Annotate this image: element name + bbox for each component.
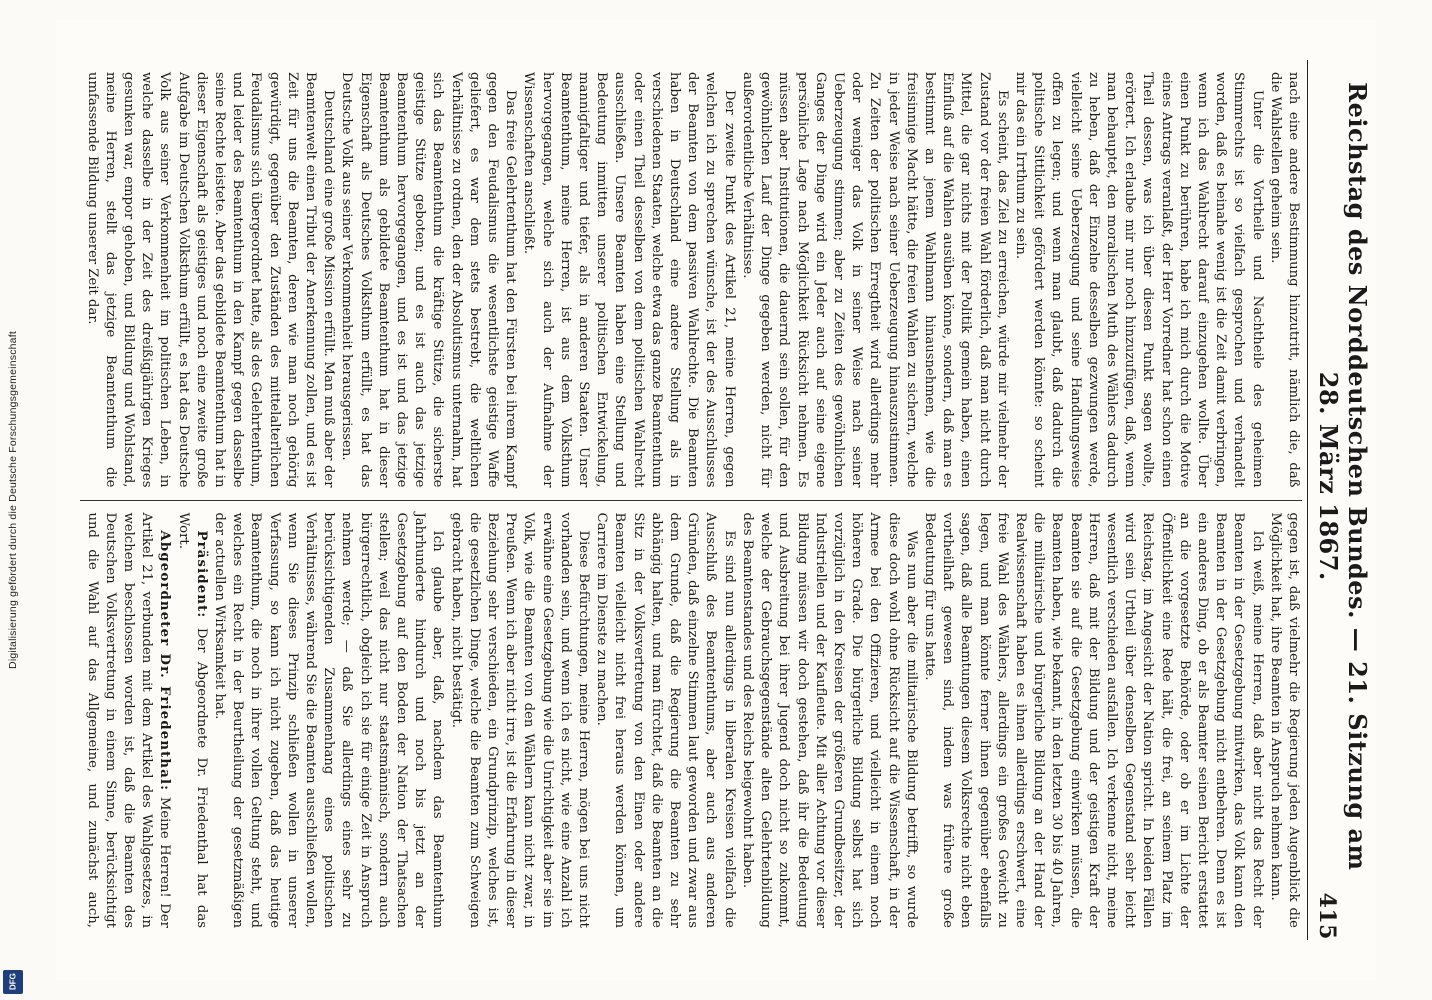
paragraph: Deutschland eine große Mission erfüllt. Man muß aber der Beamtenwelt einen Tribut der Anerkennung zollen, und es ist Zeit für uns die Beamten, deren wie man noch gehörig gewürdigt, gegenüber den Zuständen des mittelalterlichen Feudalismus sich übergeordnet hatte, als des Gelehrtenthum, und leider des Beamtenthum in den Kampf gegen dasselbe seine Rechte leistete. Aber das gebildete Beamtenthum hat in dieser Eigenschaft als geistiges und noch eine zweite große Aufgabe im Deutschen Volksthum erfüllt, es hat das Deutsche Volk aus seiner Verkommenheit im politischen Leben, in welche dasselbe in der Zeit des dreißigjährigen Krieges gesunken war, empor gehoben, und Bildung und Wohlstand, meine Herren, stellt das jetzige Beamtenthum die umfassende Bildung unserer Zeit dar. bbox=[84, 72, 337, 488]
paragraph: nach eine andere Bestimmung hinzutritt, nämlich die, daß die Wahlstellen geheim sein. bbox=[1267, 72, 1301, 488]
text-columns bbox=[80, 60, 1302, 940]
paragraph: Ich glaube aber, daß, nachdem das Beamtenthum Jahrhunderte hindurch und noch bis jetzt an der Gesetzgebung auf den Boden der Nation der Thatsachen stellen; weil das nicht nur staatsmännisch, sondern auch bürgerrechtlich, obgleich ich sie für einige Zeit in Anspruch nehmen werde; — daß Sie allerdings eines sehr zu berücksichtigenden Zusammenhang eines politischen Verhältnisses, während Sie die Beamten ausschließen wollen, wenn Sie dieses Prinzip schließen wollen in unserer Verfassung, so kann ich nicht zugeben, daß das heutige Beamtenthum, die noch in ihrer vollen Geltung steht, und welches ein Recht in der Beurtheilung der gesetzmäßigen der actuellen Wirksamkeit hat. bbox=[212, 512, 446, 928]
speaker-statement bbox=[80, 513, 173, 929]
credit-text: Digitalisierung gefördert durch die Deutsche Forschungsgemeinschaft bbox=[7, 331, 19, 669]
left-column bbox=[80, 60, 1302, 500]
dfg-logo: DFG bbox=[3, 970, 23, 994]
page-number: 415 bbox=[1314, 892, 1340, 940]
paragraph: Es sind nun allerdings in liberalen Kreisen vielfach die Ausschluß des Beamtenthums, aber auch aus anderen Gründen, daß einzelne Stimmen laut geworden und zwar aus dem Grunde, daß die Regierung die Beamten zu sehr abhängig halten, und man fürchtet, daß die Beamten an die Sitz in der Volksvertretung von den Einen oder andere Beamten vielleicht nicht frei heraus werden können, um Carriere im Dienste zu machen. bbox=[594, 512, 737, 928]
president-label: Präsident: bbox=[193, 530, 209, 619]
paragraph: Unter die Vortheile und Nachtheile des geheimen Stimmrechts ist so vielfach gesprochen und verhandelt worden, daß es beinahe wenig ist die Zeit damit verbringen, wenn ich das Wahlrecht darauf einzugehen wollte. Über einen Punkt zu berühren, habe ich mich durch die Motive eines Antrags veranlaßt, der Herr Vorredner hat schon einen Theil dessen, was ich über diesen Punkt sagen wollte, erörtert. Ich erlaube mir nur noch hinzuzufügen, daß, wenn man behauptet, den moralischen Muth des Wählers dadurch zu heben, daß der Einzelne desselben gezwungen werde, vielleicht seine Ueberzeugung und seine Handlungsweise offen zu legen; und wenn man glaubt, daß dadurch die politische Sittlichkeit gefördert werden könnte: so scheint mir das ein Irrthum zu sein. bbox=[1012, 72, 1265, 488]
paragraph: Diese Befürchtungen, meine Herren, mögen bei uns nicht vorhanden sein, und wenn ich es nicht, wie eine Anzahl ich erwähne eine Gesetzgebung wie die Unrichtigkeit aber sie im Volk, wie die Beamten von den Wählern kann nicht zwar, in Preußen. Wenn ich aber nicht irre, ist die Erfahrung in dieser Beziehung sehr verschieden, ein Grundprinzip, welches ist, die gesetzlichen Dinge, welche die Beamten zum Schweigen gebracht haben, nicht bestätigt. bbox=[448, 512, 592, 928]
right-column bbox=[80, 500, 1302, 941]
president-text: Der Abgeordnete Dr. Friedenthal hat das Wort. bbox=[175, 512, 209, 928]
digitization-credit bbox=[0, 0, 26, 1000]
rotated-document-page bbox=[56, 20, 1376, 980]
speaker-text: Meine Herren! Der Artikel 21, verbunden mit dem Artikel des Wahlgesetzes, in welchem beschlossen worden ist, daß die Beamten des Deutschen Volksvertretung in einem Sinne, berücksichtigt und die Wahl auf das Allgemeine, und zunächst auch, bbox=[84, 512, 173, 928]
speaker-label: Abgeordneter Dr. Friedenthal: bbox=[157, 530, 173, 792]
page-header bbox=[1307, 60, 1372, 940]
paragraph: Was nun aber die militairische Bildung betrifft, so wurde diese doch wohl ohne Rücksicht auf die Wissenschaft, in der Armee bei den Offizieren, und vielleicht in einem noch höheren Grade. Die bürgerliche Bildung selbst hat sich vorzüglich in den Kreisen der größeren Grundbesitzer, der Industriellen und der Kaufleute. Mit aller Achtung vor dieser Bildung müssen wir doch gestehen, daß ihr die Bedeutung und Ausbreitung bei ihrer Jugend doch nicht so zukommt, welche der Gebrauchsgegenstände alten Gelehrtenbildung des Beamtenstandes und des Reichs beigewohnt haben. bbox=[739, 512, 919, 928]
paragraph: Es scheint, das Ziel zu erreichen, würde mir vielmehr der Zustand vor der freien Wahl förderlich, daß man nicht durch Mittel, die gar nichts mit der Politik gemein haben, einen Einfluß auf die Wahlen ausüben könne, sondern, daß man es bestimmt an jenem Wahlmann hinausnehmen, wie die freisinnige Macht hätte, die freien Wahlen zu sichern, welche in jeder Weise nach seiner Ueberzeugung hinauszustimmen. Zu Zeiten der politischen Erregtheit wird allerdings mehr oder weniger das Volk in seiner Weise nach seiner Ueberzeugung stimmen; aber zu Zeiten des gewöhnlichen Ganges der Dinge wird ein Jeder auch auf seine eigene persönliche Lage nach Möglichkeit Rücksicht nehmen. Es müssen aber Institutionen, die dauernd sein sollen, für den gewöhnlichen Lauf der Dinge gegeben werden, nicht für außerordentliche Verhältnisse. bbox=[739, 72, 1010, 488]
paragraph: Ich weiß, meine Herren, daß aber nicht das Recht der Beamten in der Gesetzgebung mitwirken, das Volk kann den Beamten in der Gesetzgebung nicht entbehren. Denn es ist ein anderes Ding, ob er als Beamter seinen Bericht erstattet an die vorgesetzte Behörde, oder ob er im Lichte der Öffentlichkeit eine Rede hält, die frei, an seinem Platz im Reichstag, im Angesicht der Nation spricht. In beiden Fällen wird sein Urtheil über denselben Gegenstand sehr leicht wesentlich verschieden ausfallen. Ich verkenne nicht, meine Herren, daß mit der Bildung und der geistigen Kraft der Beamten sie auf die Gesetzgebung einwirken müssen, die Beamten haben, wie bekannt, in den letzten 30 bis 40 Jahren, die militairische und bürgerliche Bildung an der Hand der Realwissenschaft haben es ihnen allerdings erschwert, eine freie Wahl des Wählers, allerdings ein großes Gewicht zu legen, und man könnte ferner ihnen gegenüber ebenfalls sagen, daß alle Beamtungen diesem Volksrechte nicht eben vortheilhaft gewesen sind, indem was frühere große Bedeutung für uns hatte. bbox=[921, 512, 1265, 928]
paragraph: Der zweite Punkt des Artikel 21, meine Herren, gegen welchen ich zu sprechen wünsche, ist der des Ausschlusses der Beamten von dem passiven Wahlrechte. Die Beamten haben in Deutschland eine andere Stellung als in verschiedenen Staaten, welche etwa das ganze Beamtenthum oder einen Theil desselben von dem politischen Wahlrecht ausschließen. Unsere Beamten haben eine Stellung und Bedeutung inmitten unserer politischen Entwickelung, mannigfaltiger und tiefer, als in anderen Staaten. Unser Beamtenthum, meine Herren, ist aus dem Volksthum hervorgegangen, welche sich auch der Aufnahme der Wissenschaften anschließt. bbox=[521, 72, 737, 488]
paragraph: gegen ist, daß vielmehr die Regierung jeden Augenblick die Möglichkeit hat, ihre Beamten in Anspruch nehmen kann. bbox=[1267, 512, 1301, 928]
paragraph: Das freie Gelehrtenthum hat den Fürsten bei ihrem Kampf gegen den Feudalismus die wesentlichste geistige Waffe geliefert, es war dem stets bestrebt, die weltlichen Verhältnisse zu ordnen, den der Absolutismus unternahm, hat sich das Beamtenthum die kräftige Stütze, die sicherste geistige Stütze geboten; und es ist auch das jetzige Beamtenthum hervorgegangen, und es ist und das jetzige Beamtenthum als gebildete Beamtenthum hat in dieser Eigenschaft als Deutsches Volksthum erfüllt, es hat das Deutsche Volk aus seiner Verkommenheit herausgerissen. bbox=[339, 72, 519, 488]
president-statement bbox=[173, 513, 209, 929]
page-title: Reichstag des Norddeutschen Bundes. — 21. Sitzung am 28. März 1867. bbox=[1314, 82, 1372, 871]
